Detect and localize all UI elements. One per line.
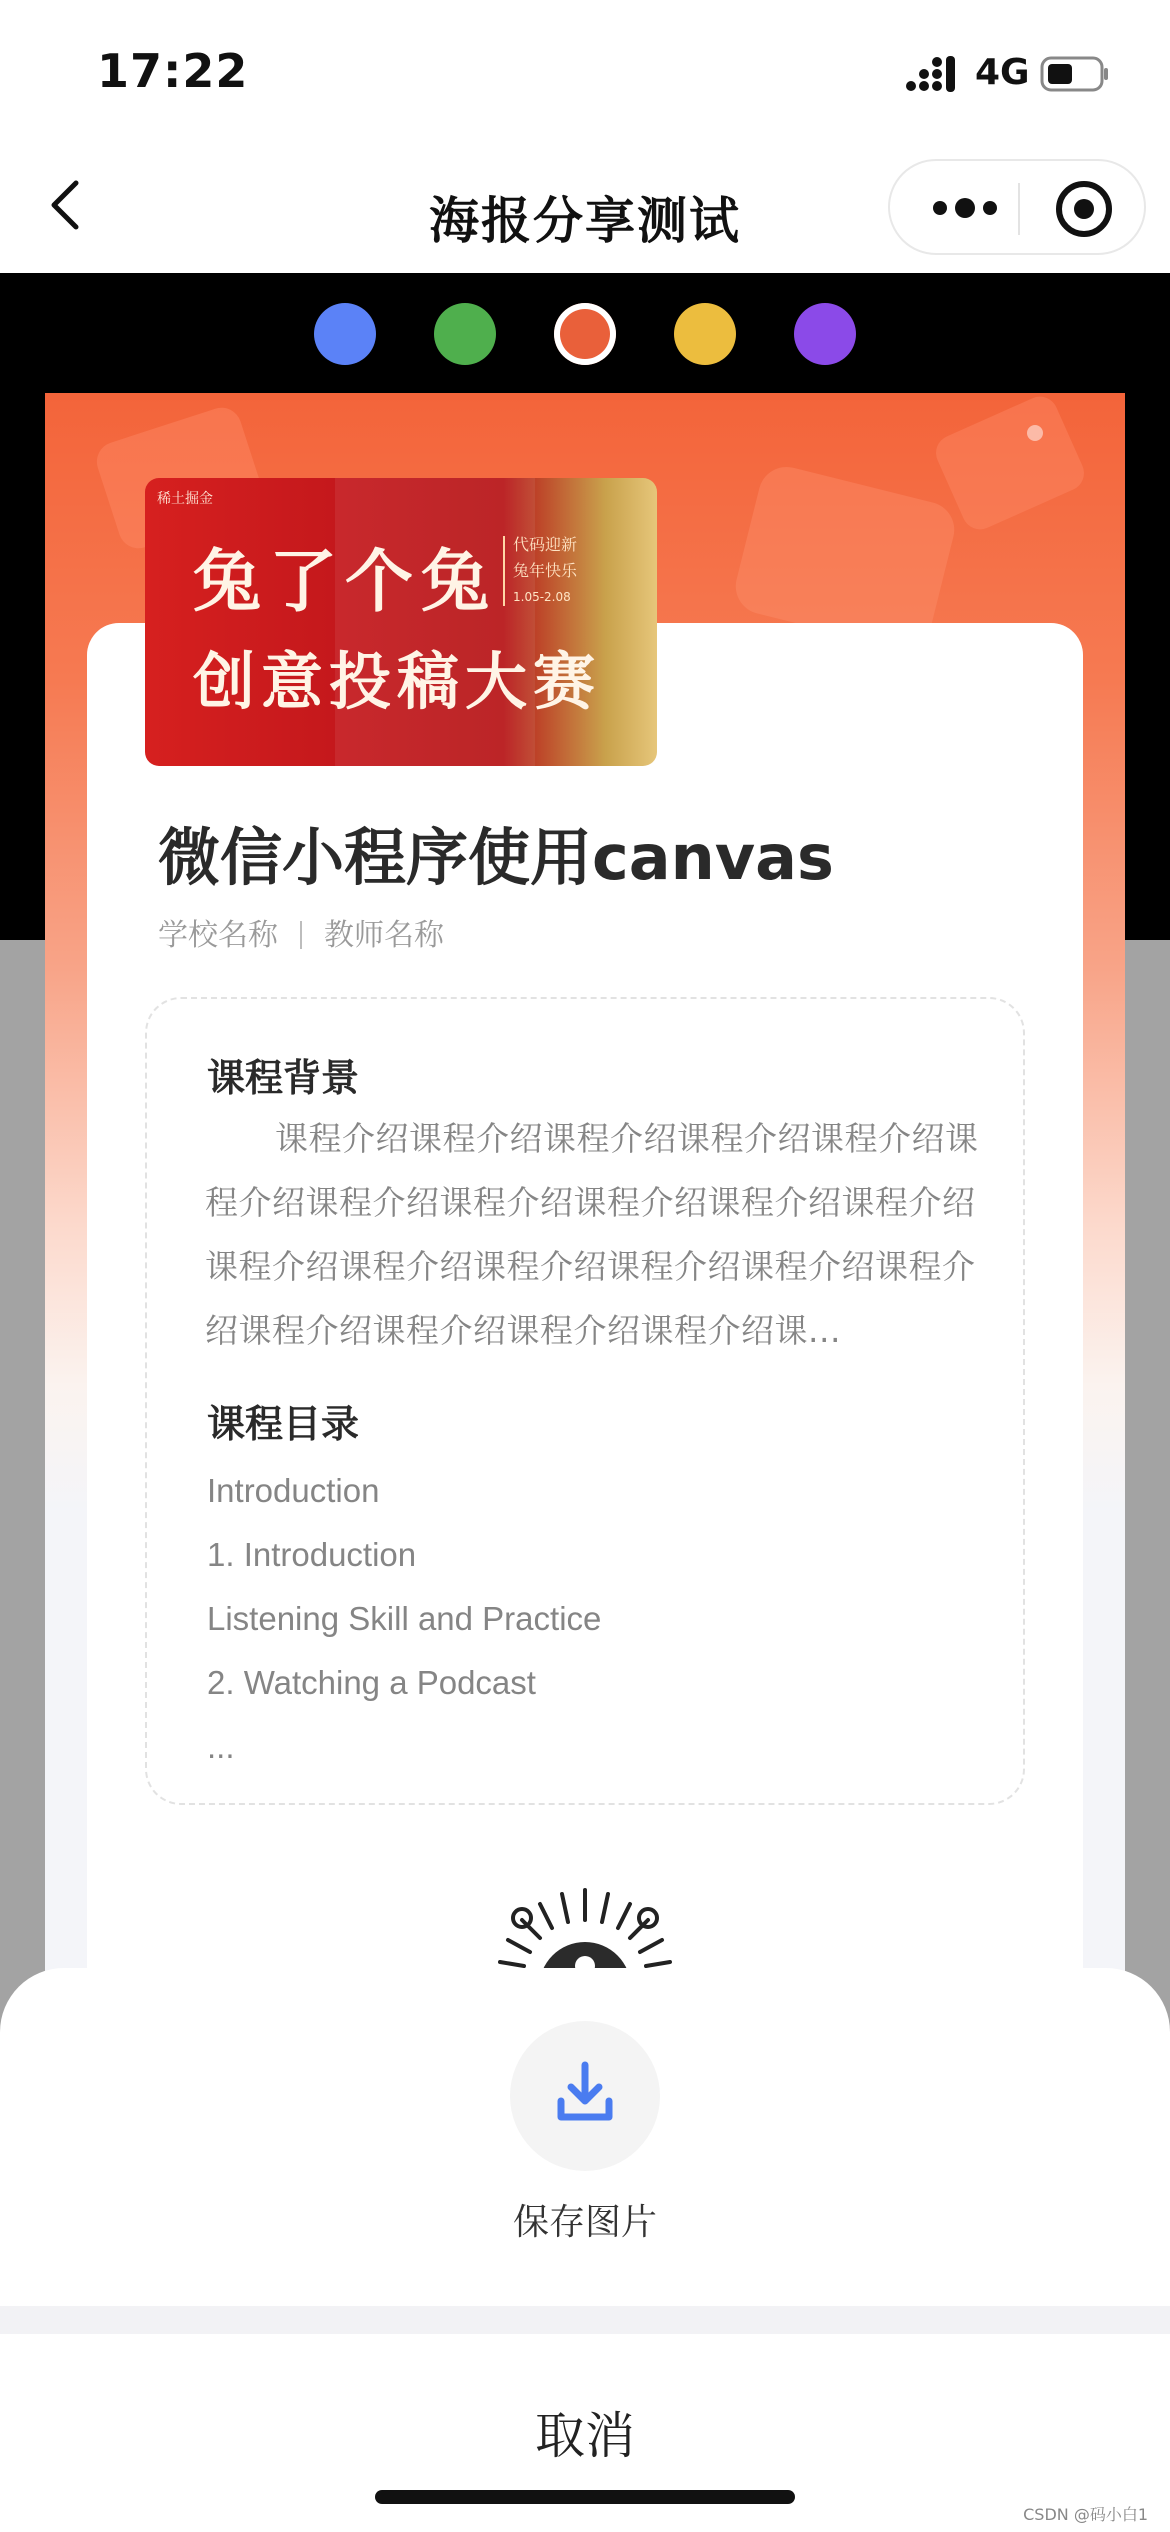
nav-bar [0,145,1170,273]
sheet-divider [0,2306,1170,2334]
toc-heading: 课程目录 [207,1402,360,1446]
save-image-button[interactable] [510,2021,660,2171]
banner-side-line1: 代码迎新 [513,535,578,554]
background-text: 课程介绍课程介绍课程介绍课程介绍课程介绍课程介绍课程介绍课程介绍课程介绍课程介绍课程介绍课程介绍课程介绍课程介绍课程介绍课程介绍课程介绍课程介绍课程介绍课程介绍课程介绍课... [205,1119,979,1350]
save-image-label[interactable]: 保存图片 [512,2202,657,2243]
course-meta [158,910,444,954]
capsule-divider [1018,183,1020,235]
network-type: 4G [975,52,1030,93]
toc-item: 1. Introduction [207,1536,417,1573]
school-name: 学校名称 [158,918,278,953]
banner-dates: 1.05-2.08 [513,590,571,604]
share-action-sheet [0,1968,1170,2532]
banner-logo: 稀土掘金 [157,491,213,507]
banner-side-bar [503,536,505,606]
watermark: CSDN @码小白1 [1023,2505,1148,2524]
status-bar [0,0,1170,145]
event-banner [145,478,657,766]
home-indicator [375,2490,795,2504]
banner-title-line2: 创意投稿大赛 [193,645,602,718]
toc-item: 2. Watching a Podcast [207,1664,536,1701]
banner-side-line2: 兔年快乐 [513,561,578,580]
swatch-orange[interactable] [554,303,616,365]
cancel-label: 取消 [535,2407,635,2465]
menu-capsule [888,159,1146,255]
status-time: 17:22 [97,44,249,98]
toc-list [207,1459,967,1779]
toc-item: ... [207,1728,235,1765]
close-icon[interactable] [1054,179,1114,239]
swatch-yellow[interactable] [674,303,736,365]
swatch-green[interactable] [434,303,496,365]
theme-swatches [0,300,1170,370]
teacher-name: 教师名称 [324,918,444,953]
toc-item: Listening Skill and Practice [207,1600,602,1637]
signal-icon [905,56,961,92]
banner-title-line1: 兔了个兔 [193,543,498,622]
page-title: 海报分享测试 [429,192,741,250]
toc-item: Introduction [207,1472,380,1509]
download-icon [555,2061,615,2127]
background-heading: 课程背景 [207,1056,360,1100]
more-icon[interactable] [930,191,1000,225]
banner-side-text [513,532,633,610]
course-title: 微信小程序使用canvas [158,821,834,894]
swatch-purple[interactable] [794,303,856,365]
meta-separator [300,921,302,949]
swatch-blue[interactable] [314,303,376,365]
battery-icon [1040,56,1110,92]
course-content-box [145,997,1025,1805]
